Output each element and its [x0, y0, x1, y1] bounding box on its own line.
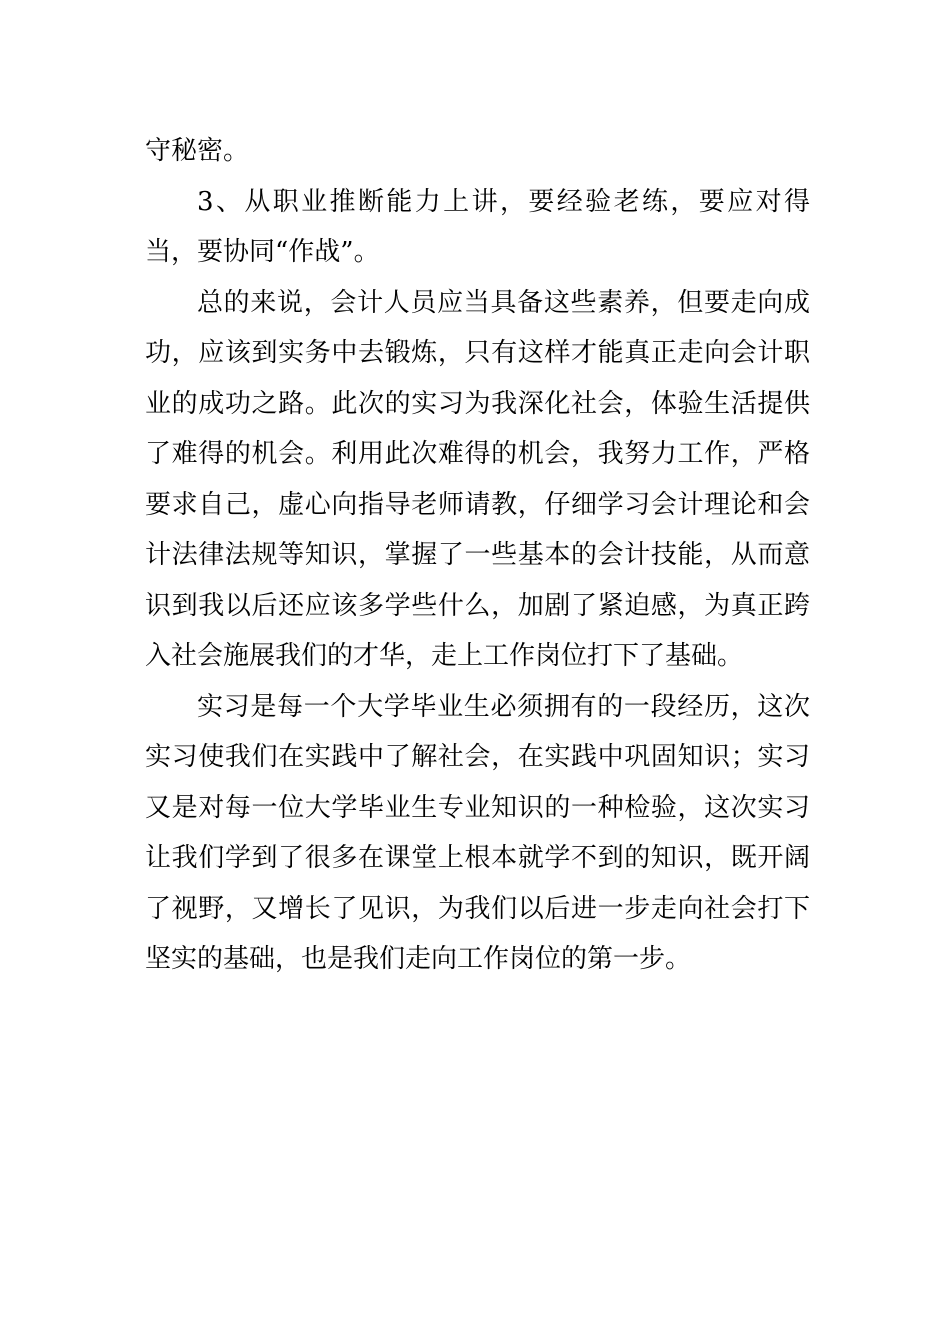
- paragraph-conclusion: 实习是每一个大学毕业生必须拥有的一段经历，这次实习使我们在实践中了解社会，在实践中巩固知识；实习又是对每一位大学毕业生专业知识的一种检验，这次实习让我们学到了很多在课堂上根本就学不到的知识，既开阔了视野，又增长了见识，为我们以后进一步走向社会打下坚实的基础，也是我们走向工作岗位的第一步。: [145, 691, 810, 974]
- paragraph-continuation: 守秘密。: [145, 136, 250, 166]
- paragraph-summary: 总的来说，会计人员应当具备这些素养，但要走向成功，应该到实务中去锻炼，只有这样才能真正走向会计职业的成功之路。此次的实习为我深化社会，体验生活提供了难得的机会。利用此次难得的机会，我努力工作，严格要求自己，虚心向指导老师请教，仔细学习会计理论和会计法律法规等知识，掌握了一些基本的会计技能，从而意识到我以后还应该多学些什么，加剧了紧迫感，为真正跨入社会施展我们的才华，走上工作岗位打下了基础。: [145, 287, 810, 671]
- paragraph-point-3: 3、从职业推断能力上讲，要经验老练，要应对得当，要协同“作战”。: [145, 186, 810, 267]
- document-body: [145, 126, 810, 985]
